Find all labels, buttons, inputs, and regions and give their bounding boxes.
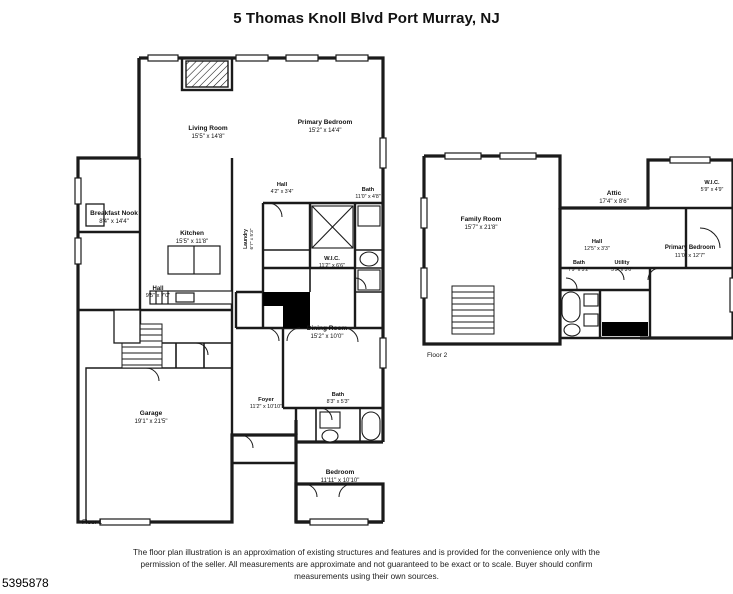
room-name: Attic — [606, 190, 622, 197]
room-label-attic — [599, 190, 629, 205]
room-name: Bath — [573, 260, 585, 266]
room-dims: 19'1" x 21'5" — [134, 419, 168, 425]
floor-labels — [82, 352, 448, 526]
page-title: 5 Thomas Knoll Blvd Port Murray, NJ — [233, 10, 500, 27]
room-label-family-room — [461, 216, 502, 231]
room-dims: 15'5" x 14'8" — [191, 134, 225, 140]
fixtures-upper-bath — [312, 206, 380, 290]
room-dims: 8'4" x 14'4" — [99, 219, 129, 225]
room-label-primary-bedroom-2 — [665, 245, 715, 259]
room-dims: 7'9" x 5'2" — [568, 267, 590, 273]
room-dims: 17'4" x 8'6" — [599, 199, 629, 205]
room-label-living-room — [188, 125, 228, 140]
room-dims: 15'2" x 10'0" — [310, 334, 344, 340]
room-label-primary-bedroom-1 — [298, 119, 353, 134]
room-name: Primary Bedroom — [664, 245, 716, 251]
room-name: Bath — [361, 187, 375, 193]
room-name: Living Room — [188, 125, 228, 132]
room-name: Hall — [276, 182, 288, 188]
room-dims: 9'5" x 7'0" — [145, 293, 171, 299]
room-dims: 11'0" x 4'8" — [355, 194, 381, 200]
room-name: Utility — [614, 260, 630, 266]
room-label-hall-floor2 — [584, 239, 610, 252]
room-name: Breakfast Nook — [90, 210, 138, 217]
floor-plan-diagram — [0, 38, 733, 538]
room-dims: 8'3" x 5'3" — [326, 399, 350, 405]
room-dims: 5'5" x 3'0" — [611, 267, 633, 273]
room-label-wic-1 — [319, 256, 345, 269]
room-dims: 15'2" x 14'4" — [308, 128, 342, 134]
room-name: Bedroom — [325, 469, 355, 476]
room-name: Foyer — [258, 397, 274, 403]
room-dims: 5'9" x 4'9" — [700, 187, 724, 193]
room-label-wic-2 — [701, 180, 724, 193]
room-dims: 11'2" x 6'6" — [318, 263, 346, 269]
room-name: Kitchen — [180, 230, 204, 237]
room-name: Bath — [331, 392, 345, 398]
room-name: Garage — [139, 410, 163, 417]
room-name: Hall — [591, 239, 603, 245]
stairs-floor-2 — [452, 286, 494, 334]
room-label-laundry — [243, 228, 255, 249]
room-dims: 11'2" x 10'10" — [249, 404, 283, 410]
room-label-utility — [611, 260, 633, 273]
disclaimer-line-1: The floor plan illustration is an approximation of existing structures and features and is provided for the convenience only with the — [133, 548, 600, 557]
room-dims: 12'5" x 3'3" — [584, 246, 610, 252]
room-label-dining-room — [307, 325, 348, 340]
room-name: W.I.C. — [704, 180, 720, 186]
room-dims: 15'5" x 11'8" — [175, 239, 209, 245]
room-label-garage — [135, 410, 168, 425]
room-name: W.I.C. — [324, 256, 340, 262]
room-label-kitchen — [176, 230, 208, 245]
room-label-bedroom — [321, 469, 360, 484]
kitchen-island — [168, 246, 220, 274]
hatched-area-top — [182, 58, 232, 90]
room-label-bath-floor2 — [568, 260, 590, 273]
room-label-bath-upper — [355, 187, 380, 200]
disclaimer-line-3: measurements using their own sources. — [294, 572, 439, 581]
room-name: Family Room — [460, 216, 502, 223]
room-label-hall-mid — [146, 286, 170, 299]
room-dims: 4'2" x 3'4" — [270, 189, 294, 195]
solid-wall-blocks — [263, 292, 310, 328]
mls-id: 5395878 — [2, 576, 49, 590]
room-dims: 11'11" x 10'10" — [320, 478, 360, 484]
room-dims: 6'7" x 5'3" — [250, 228, 255, 250]
disclaimer-line-2: permission of the seller. All measurements are approximate and not guaranteed to be exact or to scale. Buyer should confirm — [140, 560, 593, 569]
solid-wall-blocks-floor-2 — [602, 322, 648, 336]
room-dims: 15'7" x 21'8" — [464, 225, 498, 231]
fixtures-lower-bath — [320, 412, 380, 442]
room-name: Primary Bedroom — [297, 119, 353, 126]
room-label-hall-upper — [271, 182, 294, 195]
room-dims: 11'0" x 12'7" — [674, 253, 706, 259]
room-name: Dining Room — [306, 325, 348, 332]
floor-2-label: Floor 2 — [427, 352, 448, 359]
room-name: Hall — [152, 286, 164, 292]
room-name: Laundry — [243, 229, 249, 249]
floor-1-label: Floor 1 — [82, 519, 103, 526]
fixtures-floor2-bath — [562, 292, 598, 336]
room-label-bath-lower — [327, 392, 350, 405]
room-label-foyer — [250, 397, 282, 410]
